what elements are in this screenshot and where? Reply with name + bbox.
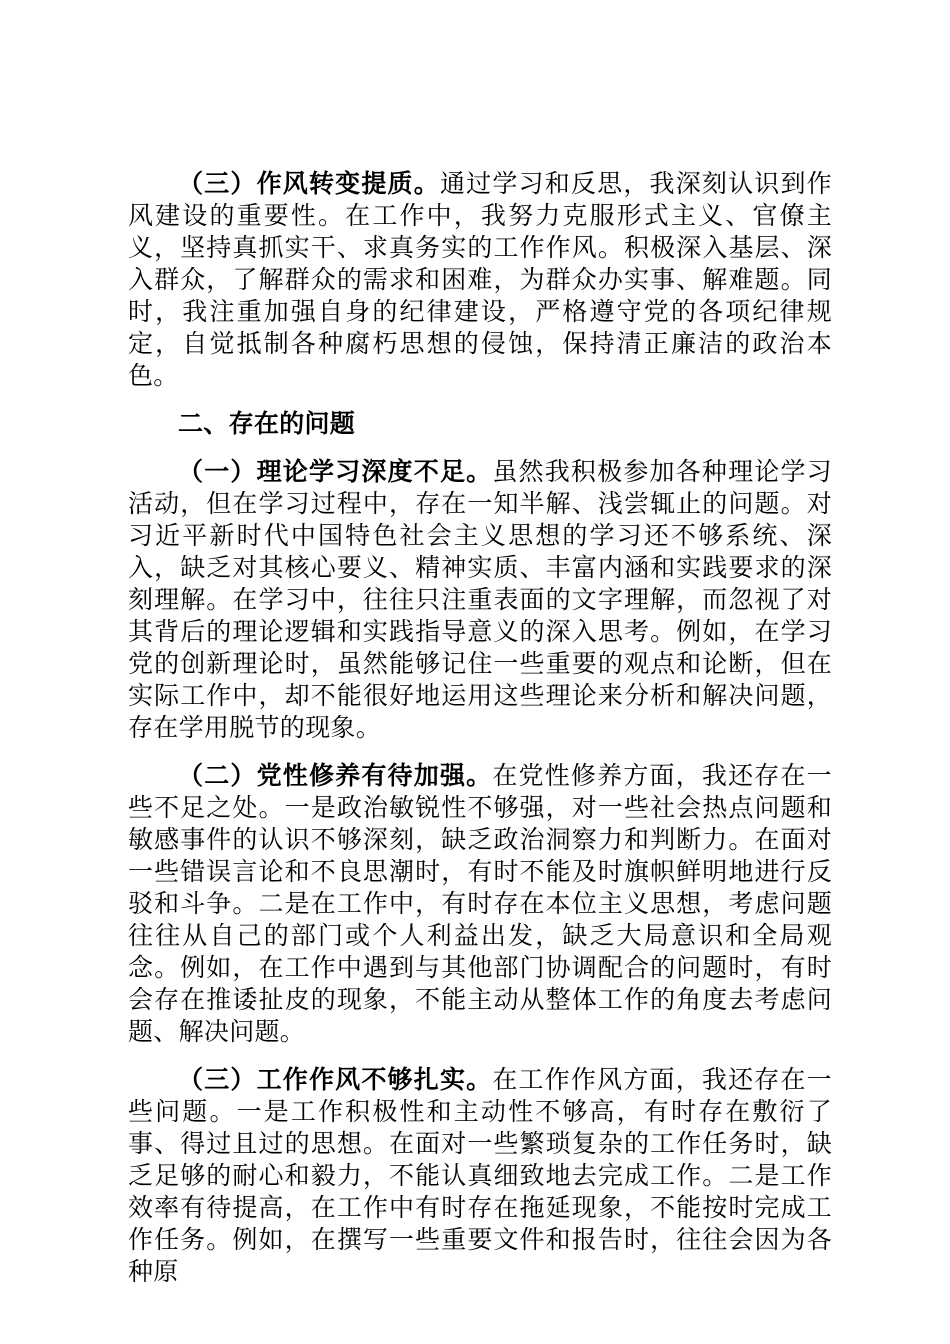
paragraph-theory-study bbox=[128, 456, 832, 744]
document-page bbox=[128, 168, 832, 1288]
paragraph-body: 虽然我积极参加各种理论学习活动，但在学习过程中，存在一知半解、浅尝辄止的问题。对习近平新时代中国特色社会主义思想的学习还不够系统、深入，缺乏对其核心要义、精神实质、丰富内涵和实践要求的深刻理解。在学习中，往往只注重表面的文字理解，而忽视了对其背后的理论逻辑和实践指导意义的深入思考。例如，在学习党的创新理论时，虽然能够记住一些重要的观点和论断，但在实际工作中，却不能很好地运用这些理论来分析和解决问题，存在学用脱节的现象。 bbox=[128, 457, 832, 742]
paragraph-style-improvement bbox=[128, 168, 832, 392]
paragraph-body: 在工作作风方面，我还存在一些问题。一是工作积极性和主动性不够高，有时存在敷衍了事、得过且过的思想。在面对一些繁琐复杂的工作任务时，缺乏足够的耐心和毅力，不能认真细致地去完成工作。二是工作效率有待提高，在工作中有时存在拖延现象，不能按时完成工作任务。例如，在撰写一些重要文件和报告时，往往会因为各种原 bbox=[128, 1065, 832, 1286]
paragraph-body: 在党性修养方面，我还存在一些不足之处。一是政治敏锐性不够强，对一些社会热点问题和敏感事件的认识不够深刻，缺乏政治洞察力和判断力。在面对一些错误言论和不良思潮时，有时不能及时旗帜鲜明地进行反驳和斗争。二是在工作中，有时存在本位主义思想，考虑问题往往从自己的部门或个人利益出发，缺乏大局意识和全局观念。例如，在工作中遇到与其他部门协调配合的问题时，有时会存在推诿扯皮的现象，不能主动从整体工作的角度去考虑问题、解决问题。 bbox=[128, 761, 832, 1046]
section-heading: 二、存在的问题 bbox=[178, 409, 356, 438]
paragraph-lead: （三）工作作风不够扎实。 bbox=[178, 1065, 493, 1094]
paragraph-work-style bbox=[128, 1064, 832, 1288]
paragraph-party-spirit bbox=[128, 760, 832, 1048]
paragraph-lead: （一）理论学习深度不足。 bbox=[178, 457, 493, 486]
paragraph-lead: （二）党性修养有待加强。 bbox=[178, 761, 493, 790]
paragraph-body: 通过学习和反思，我深刻认识到作风建设的重要性。在工作中，我努力克服形式主义、官僚主义，坚持真抓实干、求真务实的工作作风。积极深入基层、深入群众，了解群众的需求和困难，为群众办实事、解难题。同时，我注重加强自身的纪律建设，严格遵守党的各项纪律规定，自觉抵制各种腐朽思想的侵蚀，保持清正廉洁的政治本色。 bbox=[128, 169, 832, 390]
paragraph-lead: （三）作风转变提质。 bbox=[178, 169, 440, 198]
